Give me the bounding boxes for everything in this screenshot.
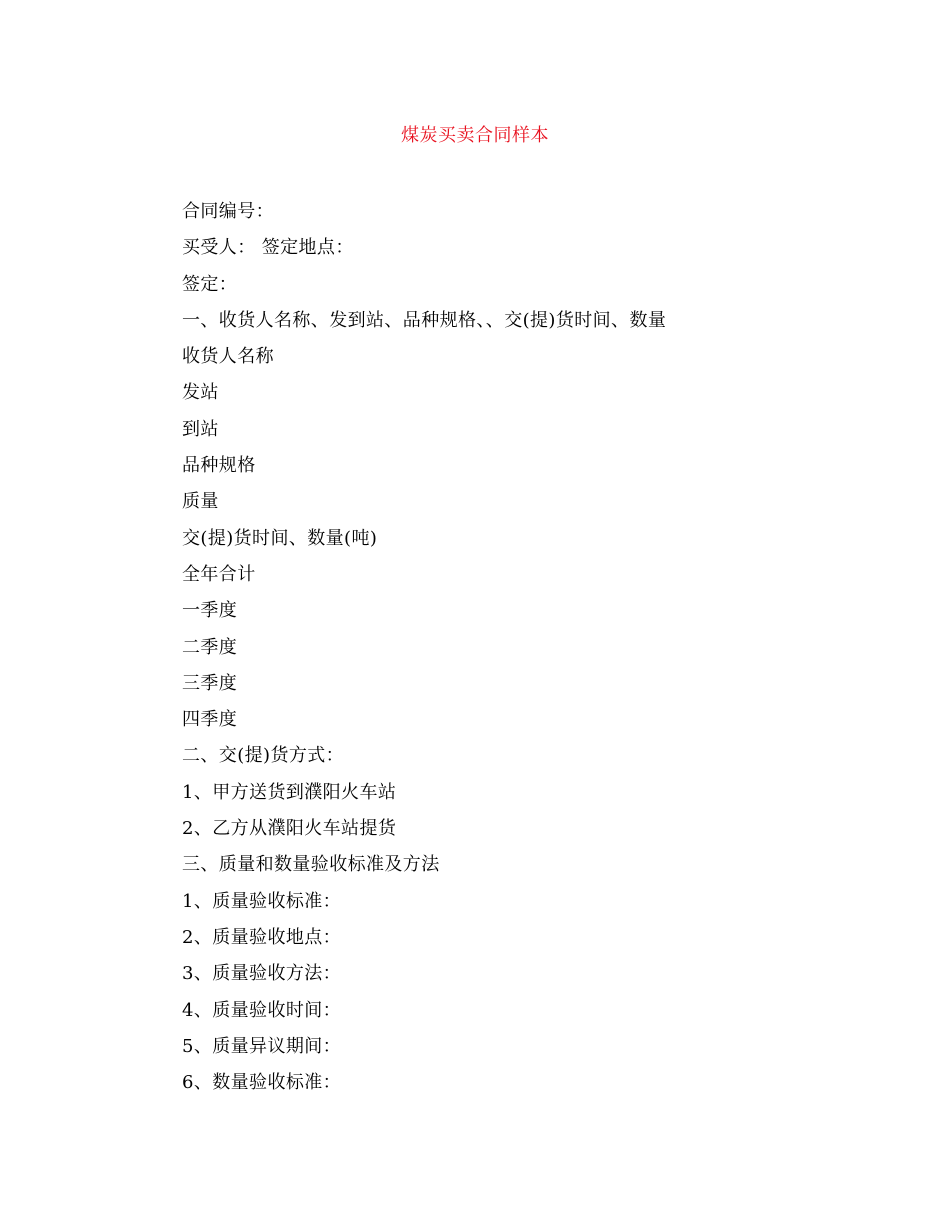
quality-line: 质量 bbox=[182, 491, 219, 513]
delivery-method-1: 1、甲方送货到濮阳火车站 bbox=[182, 781, 397, 803]
delivery-time-quantity-line: 交(提)货时间、数量(吨) bbox=[182, 527, 378, 549]
document-title: 煤炭买卖合同样本 bbox=[401, 125, 549, 146]
quality-acceptance-time: 4、质量验收时间： bbox=[182, 999, 342, 1021]
section-heading-3: 三、质量和数量验收标准及方法 bbox=[182, 854, 440, 876]
buyer-signing-place-line: 买受人： 签定地点： bbox=[182, 237, 354, 259]
delivery-method-2: 2、乙方从濮阳火车站提货 bbox=[182, 818, 397, 840]
quality-acceptance-method: 3、质量验收方法： bbox=[182, 963, 342, 985]
consignee-name-line: 收货人名称 bbox=[182, 346, 274, 368]
contract-number-line: 合同编号： bbox=[182, 201, 274, 222]
document-body bbox=[182, 194, 862, 1101]
annual-total-line: 全年合计 bbox=[182, 563, 256, 585]
quality-objection-period: 5、质量异议期间： bbox=[182, 1035, 342, 1057]
quarter-1-line: 一季度 bbox=[182, 600, 238, 622]
arrival-station-line: 到站 bbox=[182, 418, 219, 440]
section-heading-1: 一、收货人名称、发到站、品种规格、、交(提)货时间、数量 bbox=[182, 309, 667, 331]
signing-line: 签定： bbox=[182, 273, 238, 295]
quality-acceptance-standard: 1、质量验收标准： bbox=[182, 890, 342, 912]
variety-spec-line: 品种规格 bbox=[182, 455, 256, 477]
quarter-2-line: 二季度 bbox=[182, 636, 238, 658]
quality-acceptance-place: 2、质量验收地点： bbox=[182, 926, 342, 948]
section-heading-2: 二、交(提)货方式： bbox=[182, 745, 345, 767]
quantity-acceptance-standard: 6、数量验收标准： bbox=[182, 1072, 342, 1094]
quarter-3-line: 三季度 bbox=[182, 672, 238, 694]
quarter-4-line: 四季度 bbox=[182, 709, 238, 731]
departure-station-line: 发站 bbox=[182, 382, 219, 404]
